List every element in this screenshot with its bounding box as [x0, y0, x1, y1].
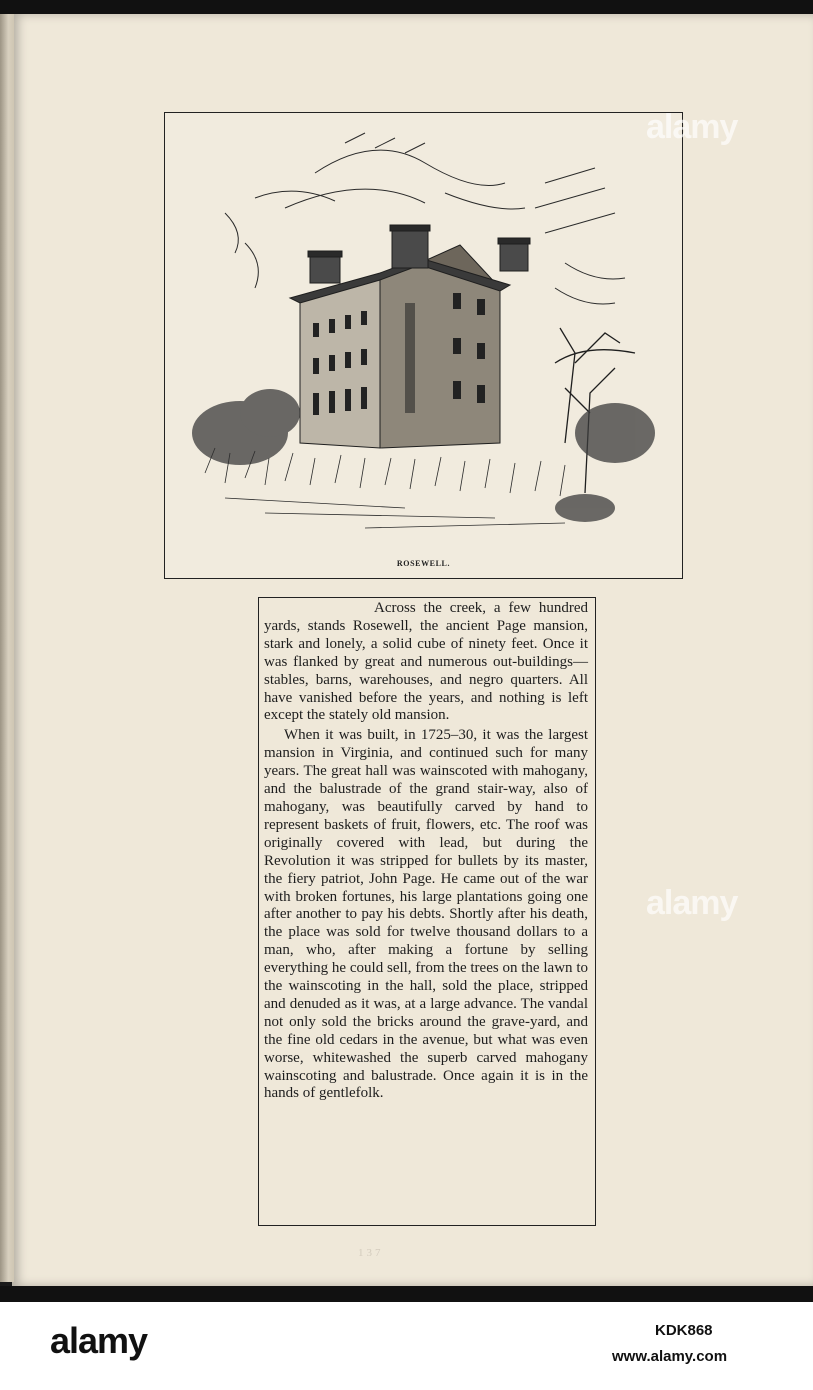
- illustration-plate: [164, 112, 683, 579]
- article-text-box: [258, 597, 596, 1226]
- illustration-caption: ROSEWELL.: [396, 559, 451, 568]
- bottom-border: [0, 1286, 813, 1302]
- watermark: alamy: [646, 108, 738, 146]
- top-border: [0, 0, 813, 14]
- alamy-logo: alamy: [50, 1320, 148, 1361]
- image-id: KDK868: [655, 1322, 713, 1339]
- page-number: 137: [358, 1247, 384, 1259]
- rosewell-engraving: [165, 113, 681, 577]
- stock-footer: [0, 1302, 813, 1390]
- page-edge: [0, 14, 14, 1282]
- article-paragraph: When it was built, in 1725–30, it was the largest mansion in Virginia, and continued such for many years. The great hall was wainscoted with mahogany, and the balustrade of the grand stair-way, also of mahogany, was beautifully carved by hand to represent baskets of fruit, flowers, etc. The roof was originally covered with lead, but during the Revolution it was stripped for bullets by its master, the fiery patriot, John Page. He came out of the war with broken fortunes, his large plantations going one after another to pay his debts. Shortly after his death, the place was sold for twelve thousand dollars to a man, who, after making a fortune by selling everything he could sell, from the trees on the lawn to the wainscoting in the hall, sold the place, stripped and denuded as it was, at a large advance. The vandal not only sold the bricks around the grave-yard, and the fine old cedars in the avenue, but what was even worse, whitewashed the superb carved mahogany wainscoting and balustrade. Once again it is in the hands of gentlefolk.: [264, 727, 588, 1102]
- article-paragraph: Across the creek, a few hundred yards, stands Rosewell, the ancient Page mansion, stark and lonely, a solid cube of ninety feet. Once it was flanked by great and numerous out-buildings—stables, barns, warehouses, and negro quarters. All have vanished before the years, and nothing is left except the stately old mansion.: [264, 600, 588, 724]
- site-url: www.alamy.com: [612, 1348, 728, 1365]
- watermark: alamy: [646, 884, 738, 922]
